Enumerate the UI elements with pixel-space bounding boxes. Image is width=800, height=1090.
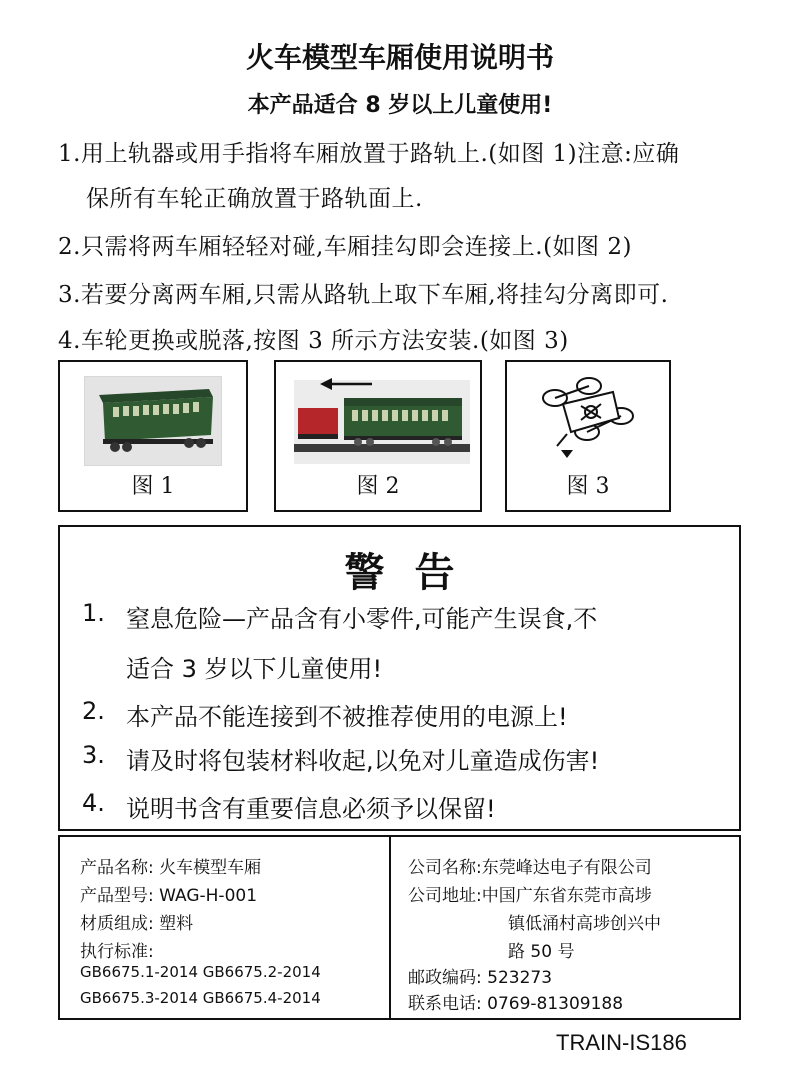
document-code: TRAIN-IS186 — [556, 1030, 687, 1055]
figure-3-caption: 图 3 — [566, 474, 610, 499]
figure-3 — [505, 360, 671, 512]
instruction-2: 2.只需将两车厢轻轻对碰,车厢挂勾即会连接上.(如图 2) — [58, 234, 632, 260]
age-note: 本产品适合 8 岁以上儿童使用! — [247, 93, 553, 118]
figure-1-caption: 图 1 — [131, 474, 175, 499]
warning-box — [58, 525, 741, 831]
figure-1 — [58, 360, 248, 512]
figure-2 — [274, 360, 482, 512]
company-name: 公司名称:东莞峰达电子有限公司 — [408, 858, 652, 878]
company-address-1: 公司地址:中国广东省东莞市高埗 — [408, 886, 652, 906]
document-title: 火车模型车厢使用说明书 — [245, 41, 554, 74]
warning-item-1-text: 窒息危险—产品含有小零件,可能产生误食,不 — [126, 605, 598, 633]
warning-item-2-text: 本产品不能连接到不被推荐使用的电源上! — [126, 703, 568, 731]
warning-item-3-number: 3. — [82, 741, 105, 769]
instruction-1: 1.用上轨器或用手指将车厢放置于路轨上.(如图 1)注意:应确 — [58, 141, 680, 167]
info-divider — [389, 837, 391, 1018]
warning-item-2-number: 2. — [82, 697, 105, 725]
warning-item-1-cont-text: 适合 3 岁以下儿童使用! — [126, 655, 383, 683]
company-address-3: 路 50 号 — [508, 942, 575, 962]
postal-code: 邮政编码: 523273 — [408, 968, 553, 988]
green-train-car-photo — [84, 376, 222, 466]
figure-2-caption: 图 2 — [356, 474, 400, 499]
warning-item-3-text: 请及时将包装材料收起,以免对儿童造成伤害! — [126, 747, 600, 775]
info-table — [58, 835, 741, 1020]
product-name: 产品名称: 火车模型车厢 — [80, 858, 262, 878]
train-cars-coupling-photo — [294, 372, 470, 472]
company-address-2: 镇低涌村高埗创兴中 — [508, 914, 661, 934]
instruction-3: 3.若要分离两车厢,只需从路轨上取下车厢,将挂勾分离即可. — [58, 282, 669, 308]
instruction-4: 4.车轮更换或脱落,按图 3 所示方法安装.(如图 3) — [58, 328, 569, 354]
standard-line-2: GB6675.3-2014 GB6675.4-2014 — [80, 989, 321, 1007]
standard-line-1: GB6675.1-2014 GB6675.2-2014 — [80, 963, 321, 981]
wheel-assembly-diagram — [527, 374, 653, 460]
warning-item-1-number: 1. — [82, 599, 105, 627]
instruction-1-cont: 保所有车轮正确放置于路轨面上. — [86, 186, 423, 212]
contact-phone: 联系电话: 0769-81309188 — [408, 994, 624, 1014]
warning-title: 警告 — [344, 550, 485, 596]
product-material: 材质组成: 塑料 — [80, 914, 194, 934]
standard-label: 执行标准: — [80, 942, 154, 962]
product-model: 产品型号: WAG-H-001 — [80, 886, 258, 906]
warning-item-4-text: 说明书含有重要信息必须予以保留! — [126, 795, 496, 823]
warning-item-4-number: 4. — [82, 789, 105, 817]
